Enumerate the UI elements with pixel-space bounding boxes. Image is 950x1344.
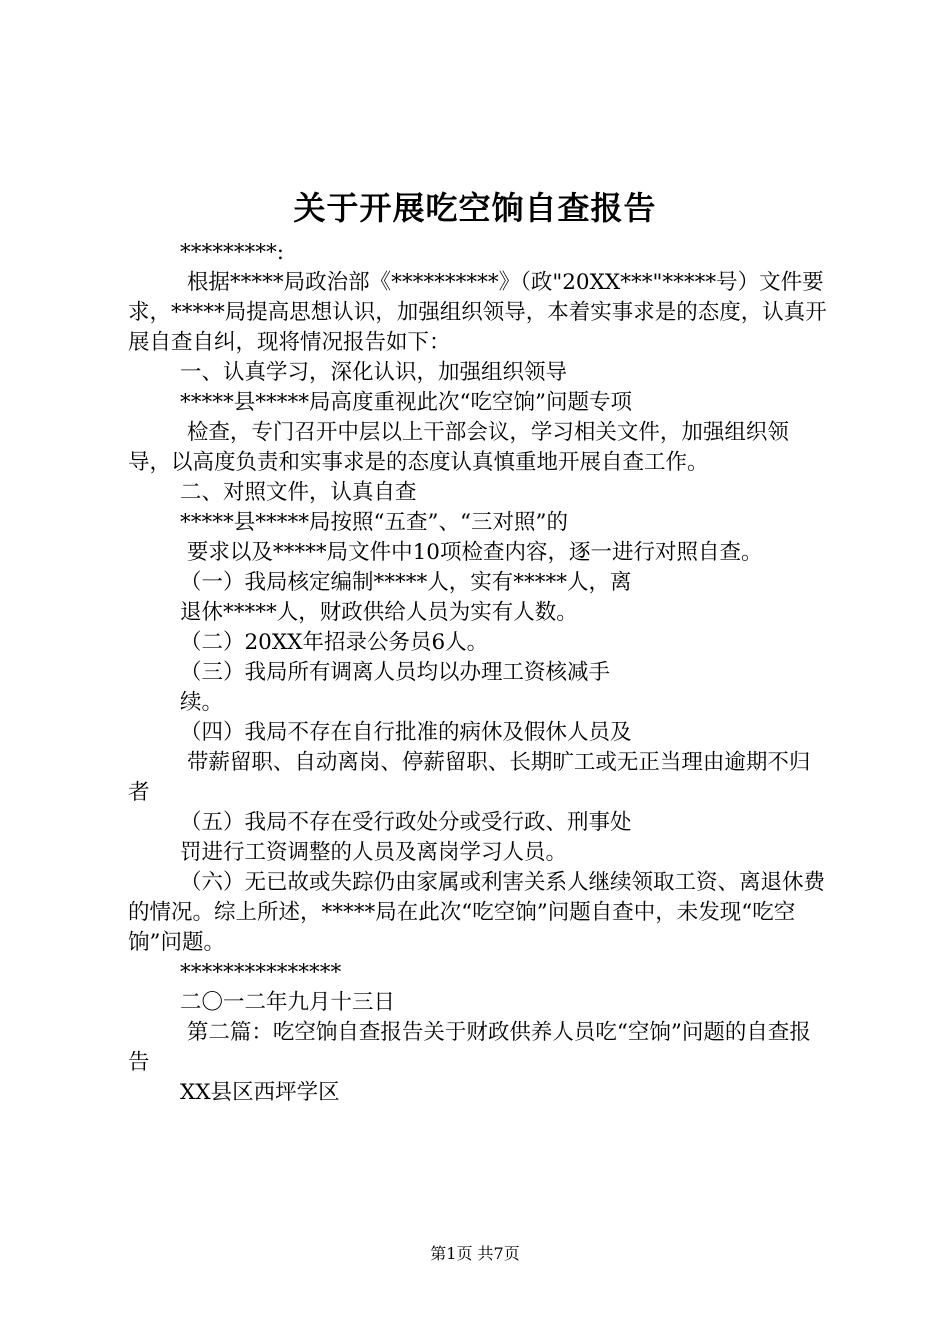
paragraph: *****县*****局按照“五查”、“三对照”的: [180, 510, 568, 535]
paragraph: 要求以及*****局文件中10项检查内容，逐一进行对照自查。: [180, 540, 763, 565]
list-item: （六）无已故或失踪仍由家属或利害关系人继续领取工资、离退休费的情况。综上所述，*****局在此次“吃空饷”问题自查中，未发现“吃空饷”问题。: [128, 870, 826, 955]
list-item: （三）我局所有调离人员均以办理工资核减手: [180, 660, 611, 685]
paragraph: 检查，专门召开中层以上干部会议，学习相关文件，加强组织领导，以高度负责和实事求是的态度认真慎重地开展自查工作。: [128, 420, 789, 475]
page-footer: 第1页 共7页: [430, 1244, 520, 1263]
intro-paragraph: 根据*****局政治部《**********》（政"20XX***"*****号）文件要求，*****局提高思想认识，加强组织领导，本着实事求是的态度，认真开展自查自纠，现将情况报告如下：: [128, 270, 827, 355]
list-item: （一）我局核定编制*****人，实有*****人，离: [180, 570, 632, 595]
document-title: 关于开展吃空饷自查报告: [293, 189, 657, 227]
list-item: （二）20XX年招录公务员6人。: [180, 630, 489, 655]
list-item: （四）我局不存在自行批准的病休及假休人员及: [180, 720, 632, 745]
paragraph: 第二篇：吃空饷自查报告关于财政供养人员吃“空饷”问题的自查报告: [128, 1020, 811, 1075]
list-item: （五）我局不存在受行政处分或受行政、刑事处: [180, 810, 632, 835]
list-item-continuation: 退休*****人，财政供给人员为实有人数。: [180, 600, 578, 625]
date: 二〇一二年九月十三日: [180, 990, 396, 1015]
paragraph: XX县区西坪学区: [180, 1080, 340, 1105]
list-item-continuation: 罚进行工资调整的人员及离岗学习人员。: [180, 840, 568, 865]
list-item-continuation: 续。: [180, 690, 224, 715]
section-heading-2: 二、对照文件，认真自查: [180, 480, 417, 505]
document-body: [128, 238, 828, 1108]
section-heading-1: 一、认真学习，深化认识，加强组织领导: [180, 360, 568, 385]
paragraph: *****县*****局高度重视此次“吃空饷”问题专项: [180, 390, 632, 415]
signature: ***************: [180, 960, 342, 985]
salutation: *********:: [180, 240, 284, 265]
list-item-continuation: 带薪留职、自动离岗、停薪留职、长期旷工或无正当理由逾期不归者: [128, 750, 811, 805]
